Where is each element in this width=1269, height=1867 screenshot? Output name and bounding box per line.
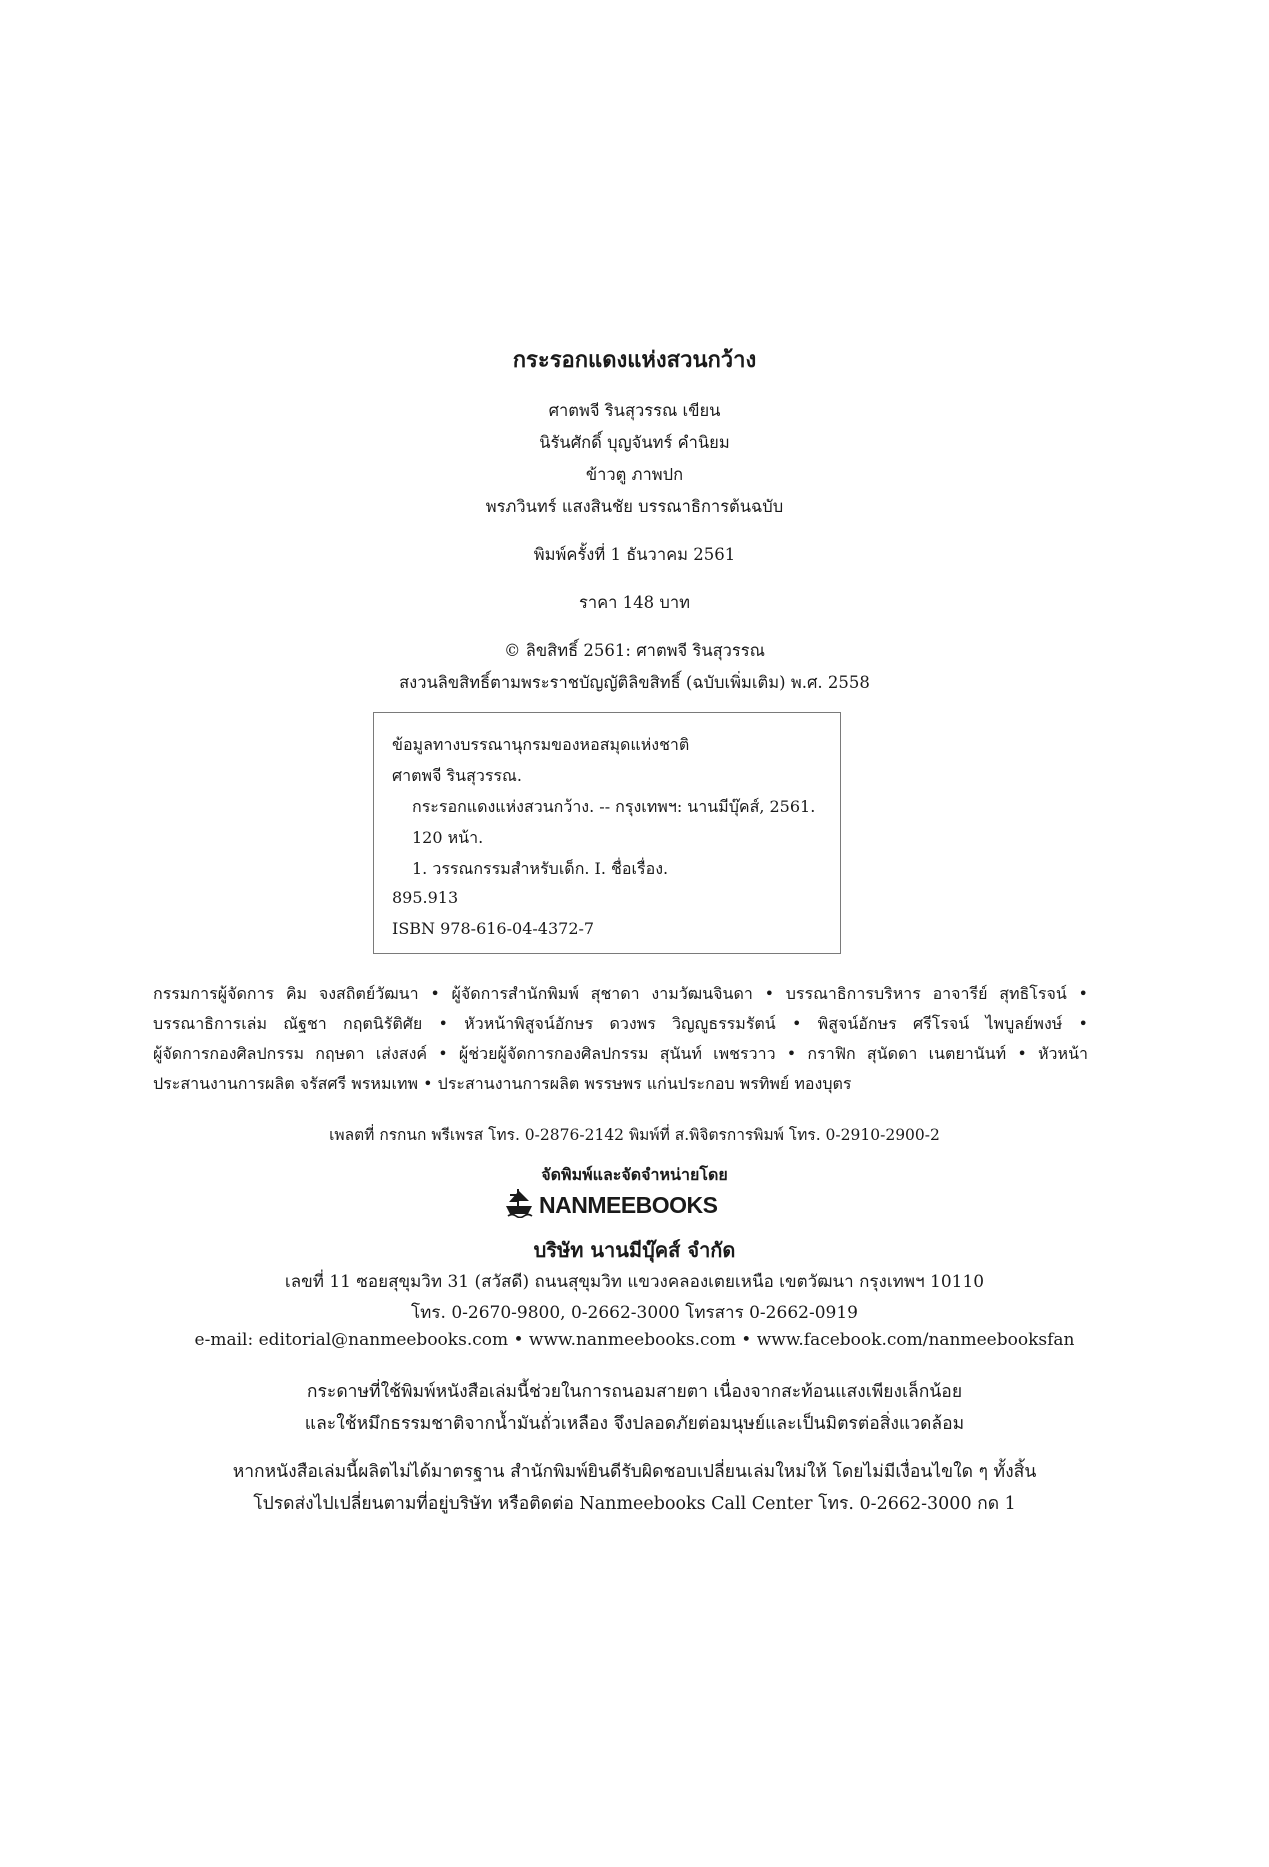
staff-line: ผู้จัดการกองศิลปกรรม กฤษดา เส่งสงค์ • ผู้ช่วยผู้จัดการกองศิลปกรรม สุนันท์ เพชรวาว • กราฟิก สุนัดดา เนตยานันท์ • หัวหน้า — [153, 1044, 1088, 1063]
credit-cover: ข้าวตู ภาพปก — [585, 465, 684, 484]
cip-title: กระรอกแดงแห่งสวนกว้าง. -- กรุงเทพฯ: นานมีบุ๊คส์, 2561. — [412, 797, 816, 816]
publisher-logo — [505, 1188, 718, 1222]
staff-line: กรรมการผู้จัดการ คิม จงสถิตย์วัฒนา • ผู้จัดการสำนักพิมพ์ สุชาดา งามวัฒนจินดา • บรรณาธิการบริหาร อาจารีย์ สุทธิโรจน์ • — [153, 984, 1088, 1003]
cip-pages: 120 หน้า. — [412, 828, 484, 847]
company-phone: โทร. 0-2670-9800, 0-2662-3000 โทรสาร 0-2662-0919 — [411, 1303, 858, 1323]
price-line: ราคา 148 บาท — [578, 593, 691, 612]
edition-line: พิมพ์ครั้งที่ 1 ธันวาคม 2561 — [533, 545, 736, 564]
cip-classification: 895.913 — [392, 888, 459, 907]
credit-editor: พรภวินทร์ แสงสินชัย บรรณาธิการต้นฉบับ — [485, 497, 784, 516]
cip-isbn: ISBN 978-616-04-4372-7 — [392, 919, 595, 938]
cip-heading: ข้อมูลทางบรรณานุกรมของหอสมุดแห่งชาติ — [392, 735, 690, 754]
logo-wordmark: NANMEEBOOKS — [539, 1191, 718, 1218]
credit-author: ศาตพจี รินสุวรรณ เขียน — [548, 401, 721, 420]
cip-box — [373, 712, 841, 954]
company-name: บริษัท นานมีบุ๊คส์ จำกัด — [533, 1238, 736, 1262]
ship-icon — [505, 1188, 533, 1222]
paper-note-line-2: และใช้หมึกธรรมชาติจากน้ำมันถั่วเหลือง จึงปลอดภัยต่อมนุษย์และเป็นมิตรต่อสิ่งแวดล้อม — [304, 1414, 965, 1434]
staff-line: บรรณาธิการเล่ม ณัฐชา กฤตนิรัติศัย • หัวหน้าพิสูจน์อักษร ดวงพร วิญญูธรรมรัตน์ • พิสูจน์อักษร ศรีโรจน์ ไพบูลย์พงษ์ • — [153, 1014, 1088, 1033]
defect-note-line-1: หากหนังสือเล่มนี้ผลิตไม่ได้มาตรฐาน สำนักพิมพ์ยินดีรับผิดชอบเปลี่ยนเล่มใหม่ให้ โดยไม่มีเงื่อนไขใด ๆ ทั้งสิ้น — [232, 1462, 1037, 1482]
distributed-by: จัดพิมพ์และจัดจำหน่ายโดย — [541, 1165, 728, 1184]
company-address: เลขที่ 11 ซอยสุขุมวิท 31 (สวัสดี) ถนนสุขุมวิท แขวงคลองเตยเหนือ เขตวัฒนา กรุงเทพฯ 10110 — [284, 1272, 985, 1292]
defect-note-line-2: โปรดส่งไปเปลี่ยนตามที่อยู่บริษัท หรือติดต่อ Nanmeebooks Call Center โทร. 0-2662-3000 กด 1 — [253, 1494, 1016, 1514]
copyright-line: © ลิขสิทธิ์ 2561: ศาตพจี รินสุวรรณ — [504, 641, 765, 660]
credit-foreword: นิรันศักดิ์ บุญจันทร์ คำนิยม — [539, 433, 730, 452]
cip-author: ศาตพจี รินสุวรรณ. — [392, 766, 522, 785]
printer-line: เพลตที่ กรกนก พรีเพรส โทร. 0-2876-2142 พิมพ์ที่ ส.พิจิตรการพิมพ์ โทร. 0-2910-2900-2 — [329, 1126, 940, 1144]
company-contacts: e-mail: editorial@nanmeebooks.com • www.nanmeebooks.com • www.facebook.com/nanmeebooksfan — [194, 1330, 1075, 1350]
cip-subject: 1. วรรณกรรมสำหรับเด็ก. I. ชื่อเรื่อง. — [412, 859, 669, 878]
staff-line: ประสานงานการผลิต จรัสศรี พรหมเทพ • ประสานงานการผลิต พรรษพร แก่นประกอบ พรทิพย์ ทองบุตร — [153, 1074, 852, 1093]
paper-note-line-1: กระดาษที่ใช้พิมพ์หนังสือเล่มนี้ช่วยในการถนอมสายตา เนื่องจากสะท้อนแสงเพียงเล็กน้อย — [306, 1382, 963, 1402]
book-title: กระรอกแดงแห่งสวนกว้าง — [512, 347, 757, 373]
copyright-law-line: สงวนลิขสิทธิ์ตามพระราชบัญญัติลิขสิทธิ์ (ฉบับเพิ่มเติม) พ.ศ. 2558 — [399, 673, 870, 692]
